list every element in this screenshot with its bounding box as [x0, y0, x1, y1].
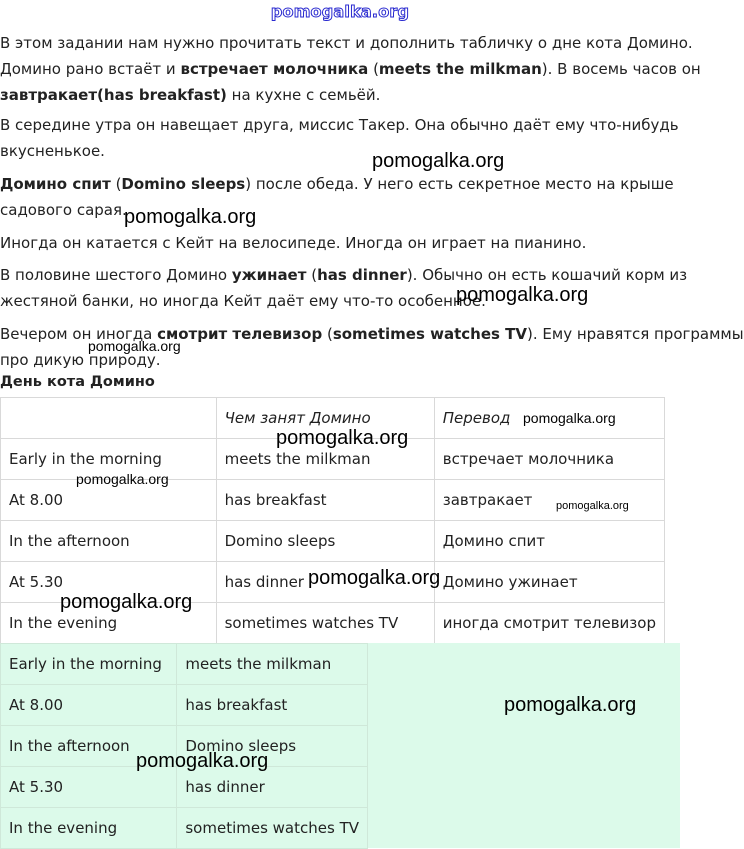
- translation-cell: встречает молочника: [434, 439, 664, 480]
- header-cell-time: [1, 398, 217, 439]
- paragraph: [0, 230, 680, 256]
- text-run: (: [322, 325, 333, 343]
- watermark: pomogalka.org: [308, 567, 441, 589]
- time-cell: In the evening: [1, 603, 217, 644]
- bold-phrase: смотрит телевизор: [157, 325, 323, 343]
- answer-table: [0, 643, 368, 849]
- translation-cell: Домино ужинает: [434, 562, 664, 603]
- header-cell-translation: Перевод: [434, 398, 664, 439]
- watermark: pomogalka.org: [88, 338, 181, 354]
- text-run: ). Обычно он есть кошачий корм из: [406, 266, 688, 284]
- text-run: на кухне с семьёй.: [226, 86, 381, 104]
- activity-cell: has breakfast: [216, 480, 434, 521]
- time-cell: At 5.30: [1, 562, 217, 603]
- bold-phrase: Domino sleeps: [121, 175, 246, 193]
- watermark: pomogalka.org: [136, 750, 269, 772]
- text-run: жестяной банки, но иногда Кейт даёт ему что-то особенное.: [0, 292, 486, 310]
- translation-cell: иногда смотрит телевизор: [434, 603, 664, 644]
- bold-phrase: meets the milkman: [378, 60, 542, 78]
- text-run: В середине утра он навещает друга, миссис Такер. Она обычно даёт ему что-нибудь: [0, 116, 679, 134]
- paragraph: [0, 171, 680, 223]
- watermark: pomogalka.org: [523, 410, 616, 426]
- watermark: pomogalka.org: [556, 500, 629, 512]
- watermark: pomogalka.org: [60, 591, 193, 613]
- text-run: В половине шестого Домино: [0, 266, 232, 284]
- watermark: pomogalka.org: [504, 694, 637, 716]
- paragraph: [0, 30, 701, 108]
- text-run: (: [368, 60, 379, 78]
- time-cell: At 8.00: [1, 480, 217, 521]
- paragraph: [0, 112, 680, 164]
- activity-cell: meets the milkman: [177, 644, 368, 685]
- text-run: Вечером он иногда: [0, 325, 158, 343]
- bold-phrase: встречает молочника: [180, 60, 369, 78]
- text-run: Иногда он катается с Кейт на велосипеде. Иногда он играет на пианино.: [0, 234, 587, 252]
- activity-cell: sometimes watches TV: [177, 808, 368, 849]
- bold-phrase: sometimes watches TV: [332, 325, 528, 343]
- table-row: [1, 808, 368, 849]
- table-caption: День кота Домино: [0, 374, 155, 390]
- time-cell: In the afternoon: [1, 521, 217, 562]
- watermark: pomogalka.org: [372, 150, 505, 172]
- watermark: pomogalka.org: [276, 427, 409, 449]
- table-row: [1, 644, 368, 685]
- text-run: ) после обеда. У него есть секретное место на крыше: [245, 175, 674, 193]
- translation-cell: Домино спит: [434, 521, 664, 562]
- text-run: вкусненькое.: [0, 142, 105, 160]
- activity-cell: Domino sleeps: [216, 521, 434, 562]
- time-cell: In the afternoon: [1, 726, 177, 767]
- text-run: ). Ему нравятся программы: [527, 325, 744, 343]
- time-cell: At 8.00: [1, 685, 177, 726]
- text-run: про дикую природу.: [0, 351, 161, 369]
- time-cell: Early in the morning: [1, 644, 177, 685]
- activity-cell: meets the milkman: [216, 439, 434, 480]
- activity-cell: has dinner: [177, 767, 368, 808]
- time-cell: In the evening: [1, 808, 177, 849]
- translation-cell: завтракает: [434, 480, 664, 521]
- activity-cell: has breakfast: [177, 685, 368, 726]
- activity-cell: Domino sleeps: [177, 726, 368, 767]
- watermark: pomogalka.org: [76, 471, 169, 487]
- table-row: [1, 685, 368, 726]
- text-run: ). В восемь часов он: [541, 60, 701, 78]
- text-run: (: [306, 266, 318, 284]
- watermark: pomogalka.org: [456, 284, 589, 306]
- watermark: pomogalka.org: [124, 206, 257, 228]
- time-cell: At 5.30: [1, 767, 177, 808]
- text-run: В этом задании нам нужно прочитать текст и дополнить табличку о дне кота Домино.: [0, 34, 693, 52]
- text-run: (: [110, 175, 122, 193]
- header-cell-activity: Чем занят Домино: [216, 398, 434, 439]
- time-cell: Early in the morning: [1, 439, 217, 480]
- text-run: садового сарая.: [0, 201, 127, 219]
- bold-phrase: Домино спит: [0, 175, 111, 193]
- activity-cell: sometimes watches TV: [216, 603, 434, 644]
- text-run: Домино рано встаёт и: [0, 60, 181, 78]
- bold-phrase: завтракает(has breakfast): [0, 86, 227, 104]
- activity-cell: has dinner: [216, 562, 434, 603]
- bold-phrase: ужинает: [231, 266, 307, 284]
- bold-phrase: has dinner: [317, 266, 407, 284]
- table-row: [1, 521, 665, 562]
- header-watermark: pomogalka.org: [270, 2, 410, 21]
